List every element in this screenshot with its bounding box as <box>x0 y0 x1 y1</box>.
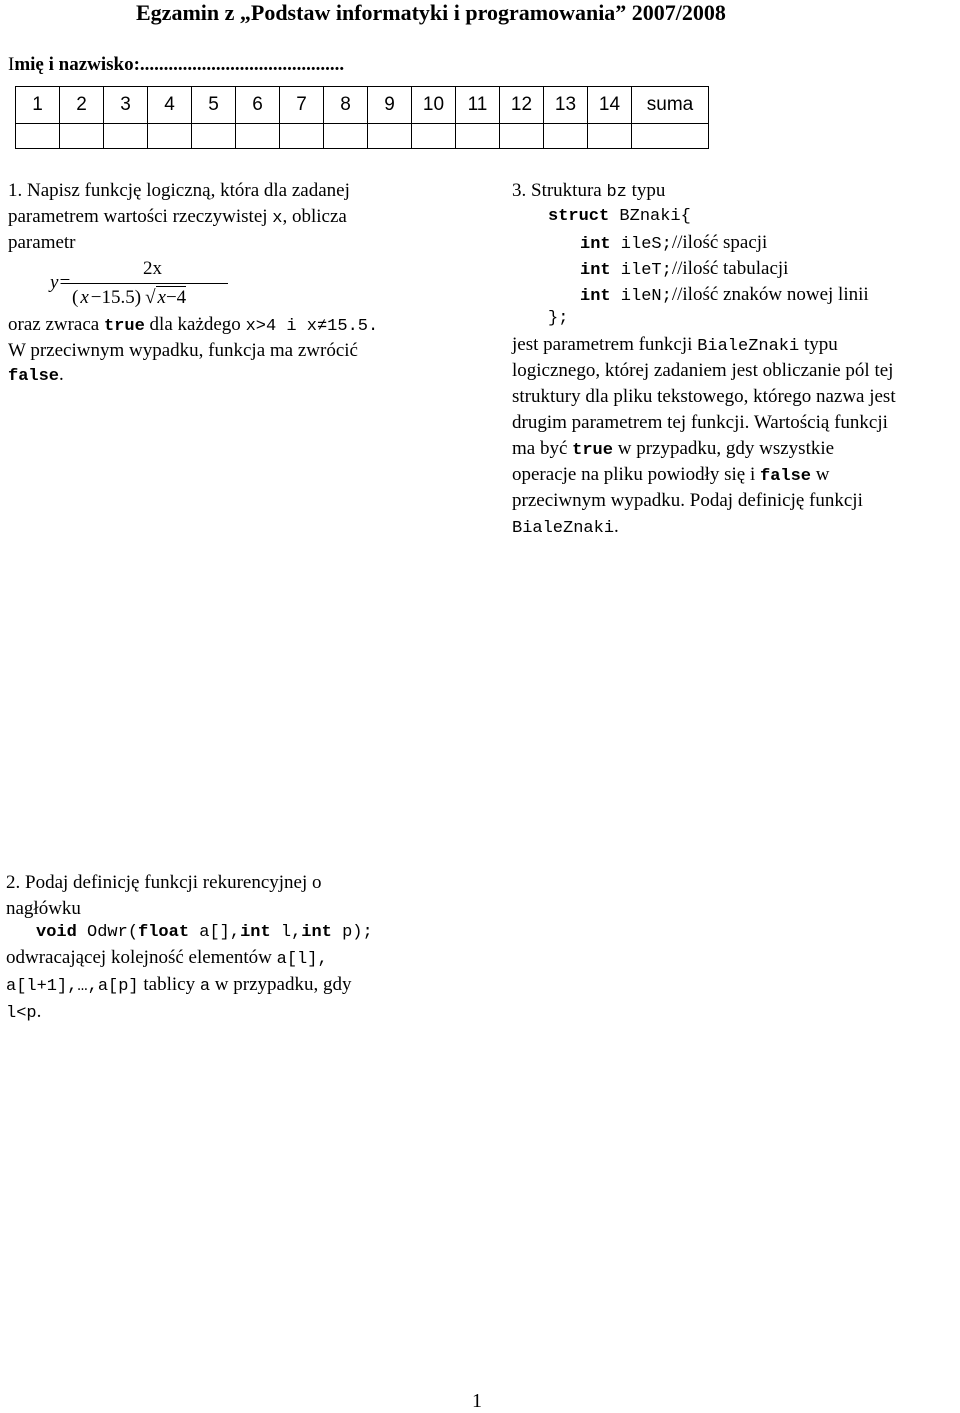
task3-text: operacje na pliku powiodły się i <box>512 464 760 485</box>
score-col-7: 7 <box>280 87 324 124</box>
sig-keyword: void <box>36 923 77 942</box>
sig-param: p); <box>331 923 373 942</box>
struct-keyword: struct <box>548 207 610 226</box>
score-col-11: 11 <box>456 87 500 124</box>
task1-line3: parametr <box>8 232 76 253</box>
score-col-10: 10 <box>412 87 456 124</box>
score-cell <box>500 124 544 149</box>
task2-text: tablicy <box>138 974 200 995</box>
task1-line6 <box>8 362 64 390</box>
score-cell <box>456 124 500 149</box>
task1-code-true: true <box>103 317 145 336</box>
task2-text: odwracającej kolejność elementów <box>6 947 277 968</box>
task2-line4 <box>6 945 328 973</box>
struct-field <box>580 256 788 284</box>
task1-line1: 1. Napisz funkcję logiczną, która dla zadanej <box>8 180 350 201</box>
score-table-points-row <box>16 124 709 149</box>
score-col-12: 12 <box>500 87 544 124</box>
score-col-6: 6 <box>236 87 280 124</box>
task2-line2: nagłówku <box>6 898 81 919</box>
score-cell <box>544 124 588 149</box>
task1-code-condition: x>4 i x≠15.5. <box>245 317 379 336</box>
task2-code: a[l+1],…,a[p] <box>6 977 139 996</box>
sig-keyword: float <box>138 923 190 942</box>
task3-code-false: false <box>760 467 812 486</box>
sig-param: l, <box>270 923 302 942</box>
score-cell <box>236 124 280 149</box>
task1-code-false: false <box>8 367 60 386</box>
score-table-header-row <box>16 87 709 124</box>
task3-text: jest parametrem funkcji <box>512 334 698 355</box>
score-cell <box>412 124 456 149</box>
task1-text: . <box>59 364 64 385</box>
task3-p1 <box>512 332 838 360</box>
field-name: ileS; <box>610 235 672 254</box>
task3-code-bz: bz <box>606 183 627 202</box>
task3-p4: drugim parametrem tej funkcji. Wartością funkcji <box>512 412 888 433</box>
task2-code: l<p <box>6 1004 37 1023</box>
task3-p5 <box>512 436 834 464</box>
formula-y: y= <box>50 272 72 293</box>
task2-signature <box>36 920 373 946</box>
task3-p8 <box>512 514 619 542</box>
score-cell <box>280 124 324 149</box>
score-cell <box>16 124 60 149</box>
field-name: ileT; <box>610 261 672 280</box>
struct-field <box>580 230 767 258</box>
page-number: 1 <box>472 1390 482 1412</box>
formula-numerator: 2x <box>143 258 162 279</box>
task1-line5: W przeciwnym wypadku, funkcja ma zwrócić <box>8 340 358 361</box>
score-table <box>15 86 709 149</box>
score-cell <box>368 124 412 149</box>
task3-code-true: true <box>572 441 613 460</box>
name-field-label <box>8 54 344 76</box>
exam-title: Egzamin z „Podstaw informatyki i programowania” 2007/2008 <box>136 0 726 25</box>
field-name: ileN; <box>610 287 672 306</box>
struct-header <box>548 204 691 230</box>
name-prefix: I <box>8 54 15 75</box>
task2-code: a <box>199 977 211 996</box>
struct-field <box>580 282 869 310</box>
task3-p7: przeciwnym wypadku. Podaj definicję funkcji <box>512 490 863 511</box>
score-col-9: 9 <box>368 87 412 124</box>
score-cell <box>192 124 236 149</box>
sig-keyword: int <box>301 923 332 942</box>
score-cell <box>148 124 192 149</box>
field-comment: //ilość tabulacji <box>671 258 789 279</box>
task1-text: dla każdego <box>144 314 246 335</box>
score-col-4: 4 <box>148 87 192 124</box>
formula-fraction-bar <box>68 283 228 284</box>
field-type: int <box>580 287 611 306</box>
den-x: x <box>80 287 89 308</box>
field-type: int <box>580 235 611 254</box>
task2-line6 <box>6 999 41 1027</box>
sqrt-x: x <box>157 287 166 308</box>
field-comment: //ilość spacji <box>671 232 768 253</box>
task1-code-x: x <box>272 209 283 228</box>
struct-close: }; <box>548 309 569 328</box>
task3-text: ma być <box>512 438 573 459</box>
task2-line1: 2. Podaj definicję funkcji rekurencyjnej o <box>6 872 322 893</box>
score-col-13: 13 <box>544 87 588 124</box>
task3-text: typu <box>799 334 838 355</box>
field-type: int <box>580 261 611 280</box>
sig-param: a[], <box>189 923 241 942</box>
task1-text: oraz zwraca <box>8 314 104 335</box>
task3-code-fn: BialeZnaki <box>512 519 615 538</box>
field-comment: //ilość znaków nowej linii <box>671 284 869 305</box>
score-cell <box>588 124 632 149</box>
task1-text: parametrem wartości rzeczywistej <box>8 206 273 227</box>
score-cell <box>60 124 104 149</box>
score-col-5: 5 <box>192 87 236 124</box>
score-cell <box>324 124 368 149</box>
task3-line1 <box>512 178 665 206</box>
formula-denominator: ( x −15.5) √ x−4 <box>72 287 187 308</box>
task2-text: . <box>36 1001 42 1022</box>
score-col-14: 14 <box>588 87 632 124</box>
score-cell <box>632 124 709 149</box>
task1-line2 <box>8 204 347 232</box>
score-cell <box>104 124 148 149</box>
task1-text: , oblicza <box>282 206 347 227</box>
sig-keyword: int <box>240 923 271 942</box>
task2-text: w przypadku, gdy <box>210 974 352 995</box>
score-col-8: 8 <box>324 87 368 124</box>
task3-text: typu <box>626 180 666 201</box>
den-rest: −15.5) <box>90 287 142 308</box>
struct-name: BZnaki{ <box>609 207 691 226</box>
sig-name: Odwr( <box>76 923 139 942</box>
task3-p3: struktury dla pliku tekstowego, którego nazwa jest <box>512 386 896 407</box>
task3-text: w przypadku, gdy wszystkie <box>612 438 835 459</box>
task3-text: 3. Struktura <box>512 180 607 201</box>
task2-line5 <box>6 972 351 1000</box>
task3-p2: logicznego, której zadaniem jest obliczanie pól tej <box>512 360 894 381</box>
task3-code-fn: BialeZnaki <box>697 337 800 356</box>
name-label: mię i nazwisko:........................................... <box>14 54 345 75</box>
task2-code: a[l], <box>276 950 328 969</box>
task3-p6 <box>512 462 830 490</box>
score-col-2: 2 <box>60 87 104 124</box>
task3-text: . <box>614 516 619 537</box>
score-col-sum: suma <box>632 87 709 124</box>
den-paren: ( <box>72 287 79 308</box>
task1-line4 <box>8 312 378 340</box>
score-col-3: 3 <box>104 87 148 124</box>
score-col-1: 1 <box>16 87 60 124</box>
task3-text: w <box>811 464 830 485</box>
sqrt-rest: −4 <box>165 287 187 308</box>
